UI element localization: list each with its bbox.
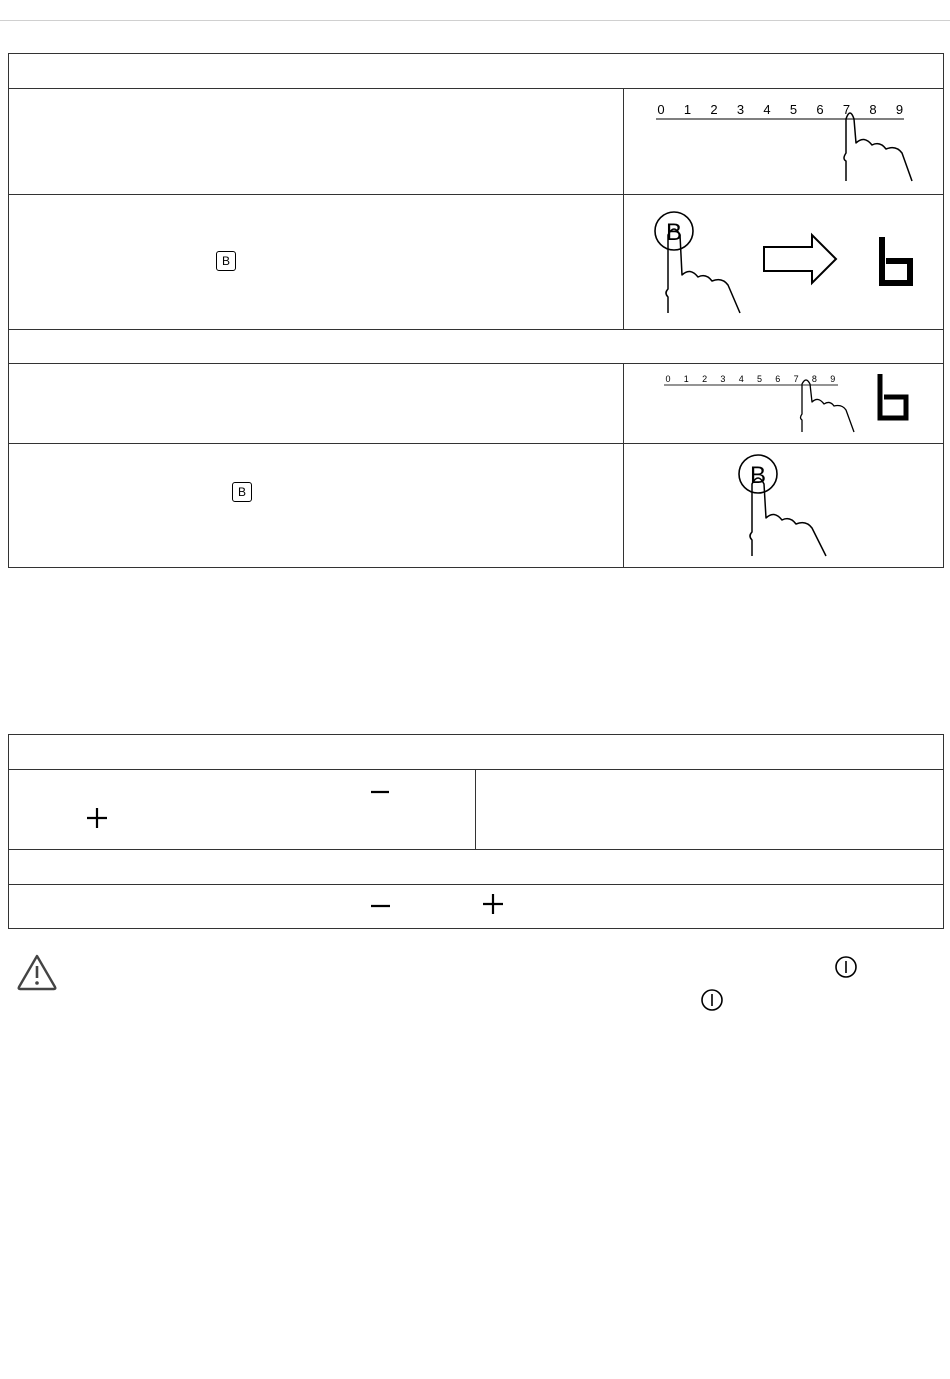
slider-digit: 6 <box>775 374 781 384</box>
slider-digits <box>657 102 903 117</box>
timer-cancel-text <box>9 885 944 929</box>
slider-digit: 7 <box>793 374 799 384</box>
slider-digit: 3 <box>720 374 726 384</box>
step-select-level-text <box>9 89 624 195</box>
slider-digit: 4 <box>738 374 744 384</box>
finger-pointer-icon <box>750 478 826 556</box>
slider-digit: 0 <box>665 374 671 384</box>
slider-digit: 3 <box>736 102 745 117</box>
page-top-rule <box>0 20 950 21</box>
step-select-level-illustration <box>624 89 944 195</box>
slider-digit: 1 <box>683 102 692 117</box>
timer-key-symbols <box>9 770 476 844</box>
timer-adjust-text <box>9 770 476 850</box>
boost-key-icon: B <box>232 482 252 502</box>
boost-instructions-table <box>8 53 944 568</box>
slider-digit: 0 <box>657 102 665 117</box>
boost-display-b <box>880 374 906 418</box>
slider-touch-illustration <box>624 89 942 189</box>
step-change-level-illustration <box>624 364 944 444</box>
step-press-boost-again-illustration <box>624 444 944 568</box>
slider-digit: 7 <box>842 102 851 117</box>
slider-digit: 9 <box>895 102 904 117</box>
slider-digit: 5 <box>789 102 798 117</box>
timer-adjust-result <box>476 770 944 850</box>
finger-pointer-icon <box>801 380 855 432</box>
boost-key-icon: B <box>216 251 236 271</box>
slider-digit: 5 <box>756 374 763 384</box>
right-arrow-icon <box>764 235 836 283</box>
boost-press-illustration <box>624 195 942 324</box>
step-change-level-text <box>9 364 624 444</box>
boost-key-letter: B <box>749 462 767 489</box>
slider-with-display-illustration <box>624 364 942 438</box>
boost-press-illustration <box>624 444 942 562</box>
slider-digit: 1 <box>683 374 689 384</box>
slider-digit: 6 <box>816 102 824 117</box>
boost-display-b <box>882 237 910 283</box>
slider-digit: 2 <box>702 374 708 384</box>
slider-digit: 8 <box>811 374 817 384</box>
step-press-boost-illustration <box>624 195 944 330</box>
slider-digit: 4 <box>763 102 771 117</box>
timer-cancel-symbols <box>9 885 944 923</box>
slider-digit: 2 <box>710 102 718 117</box>
step-press-boost-text <box>9 195 624 330</box>
timer-section-header <box>9 735 944 770</box>
timer-cancel-header <box>9 850 944 885</box>
boost-section-header <box>9 54 944 89</box>
power-icon <box>834 955 858 979</box>
slider-digit: 8 <box>869 102 877 117</box>
plus-icon <box>483 894 503 914</box>
step-press-boost-again-text <box>9 444 624 568</box>
slider-digit: 9 <box>830 374 836 384</box>
plus-icon <box>87 808 107 828</box>
warning-triangle-icon <box>16 953 58 991</box>
power-icon <box>700 988 724 1012</box>
boost-key-letter: B <box>665 219 683 246</box>
cancel-section-header <box>9 330 944 364</box>
timer-instructions-table <box>8 734 944 929</box>
finger-pointer-icon <box>844 113 912 181</box>
